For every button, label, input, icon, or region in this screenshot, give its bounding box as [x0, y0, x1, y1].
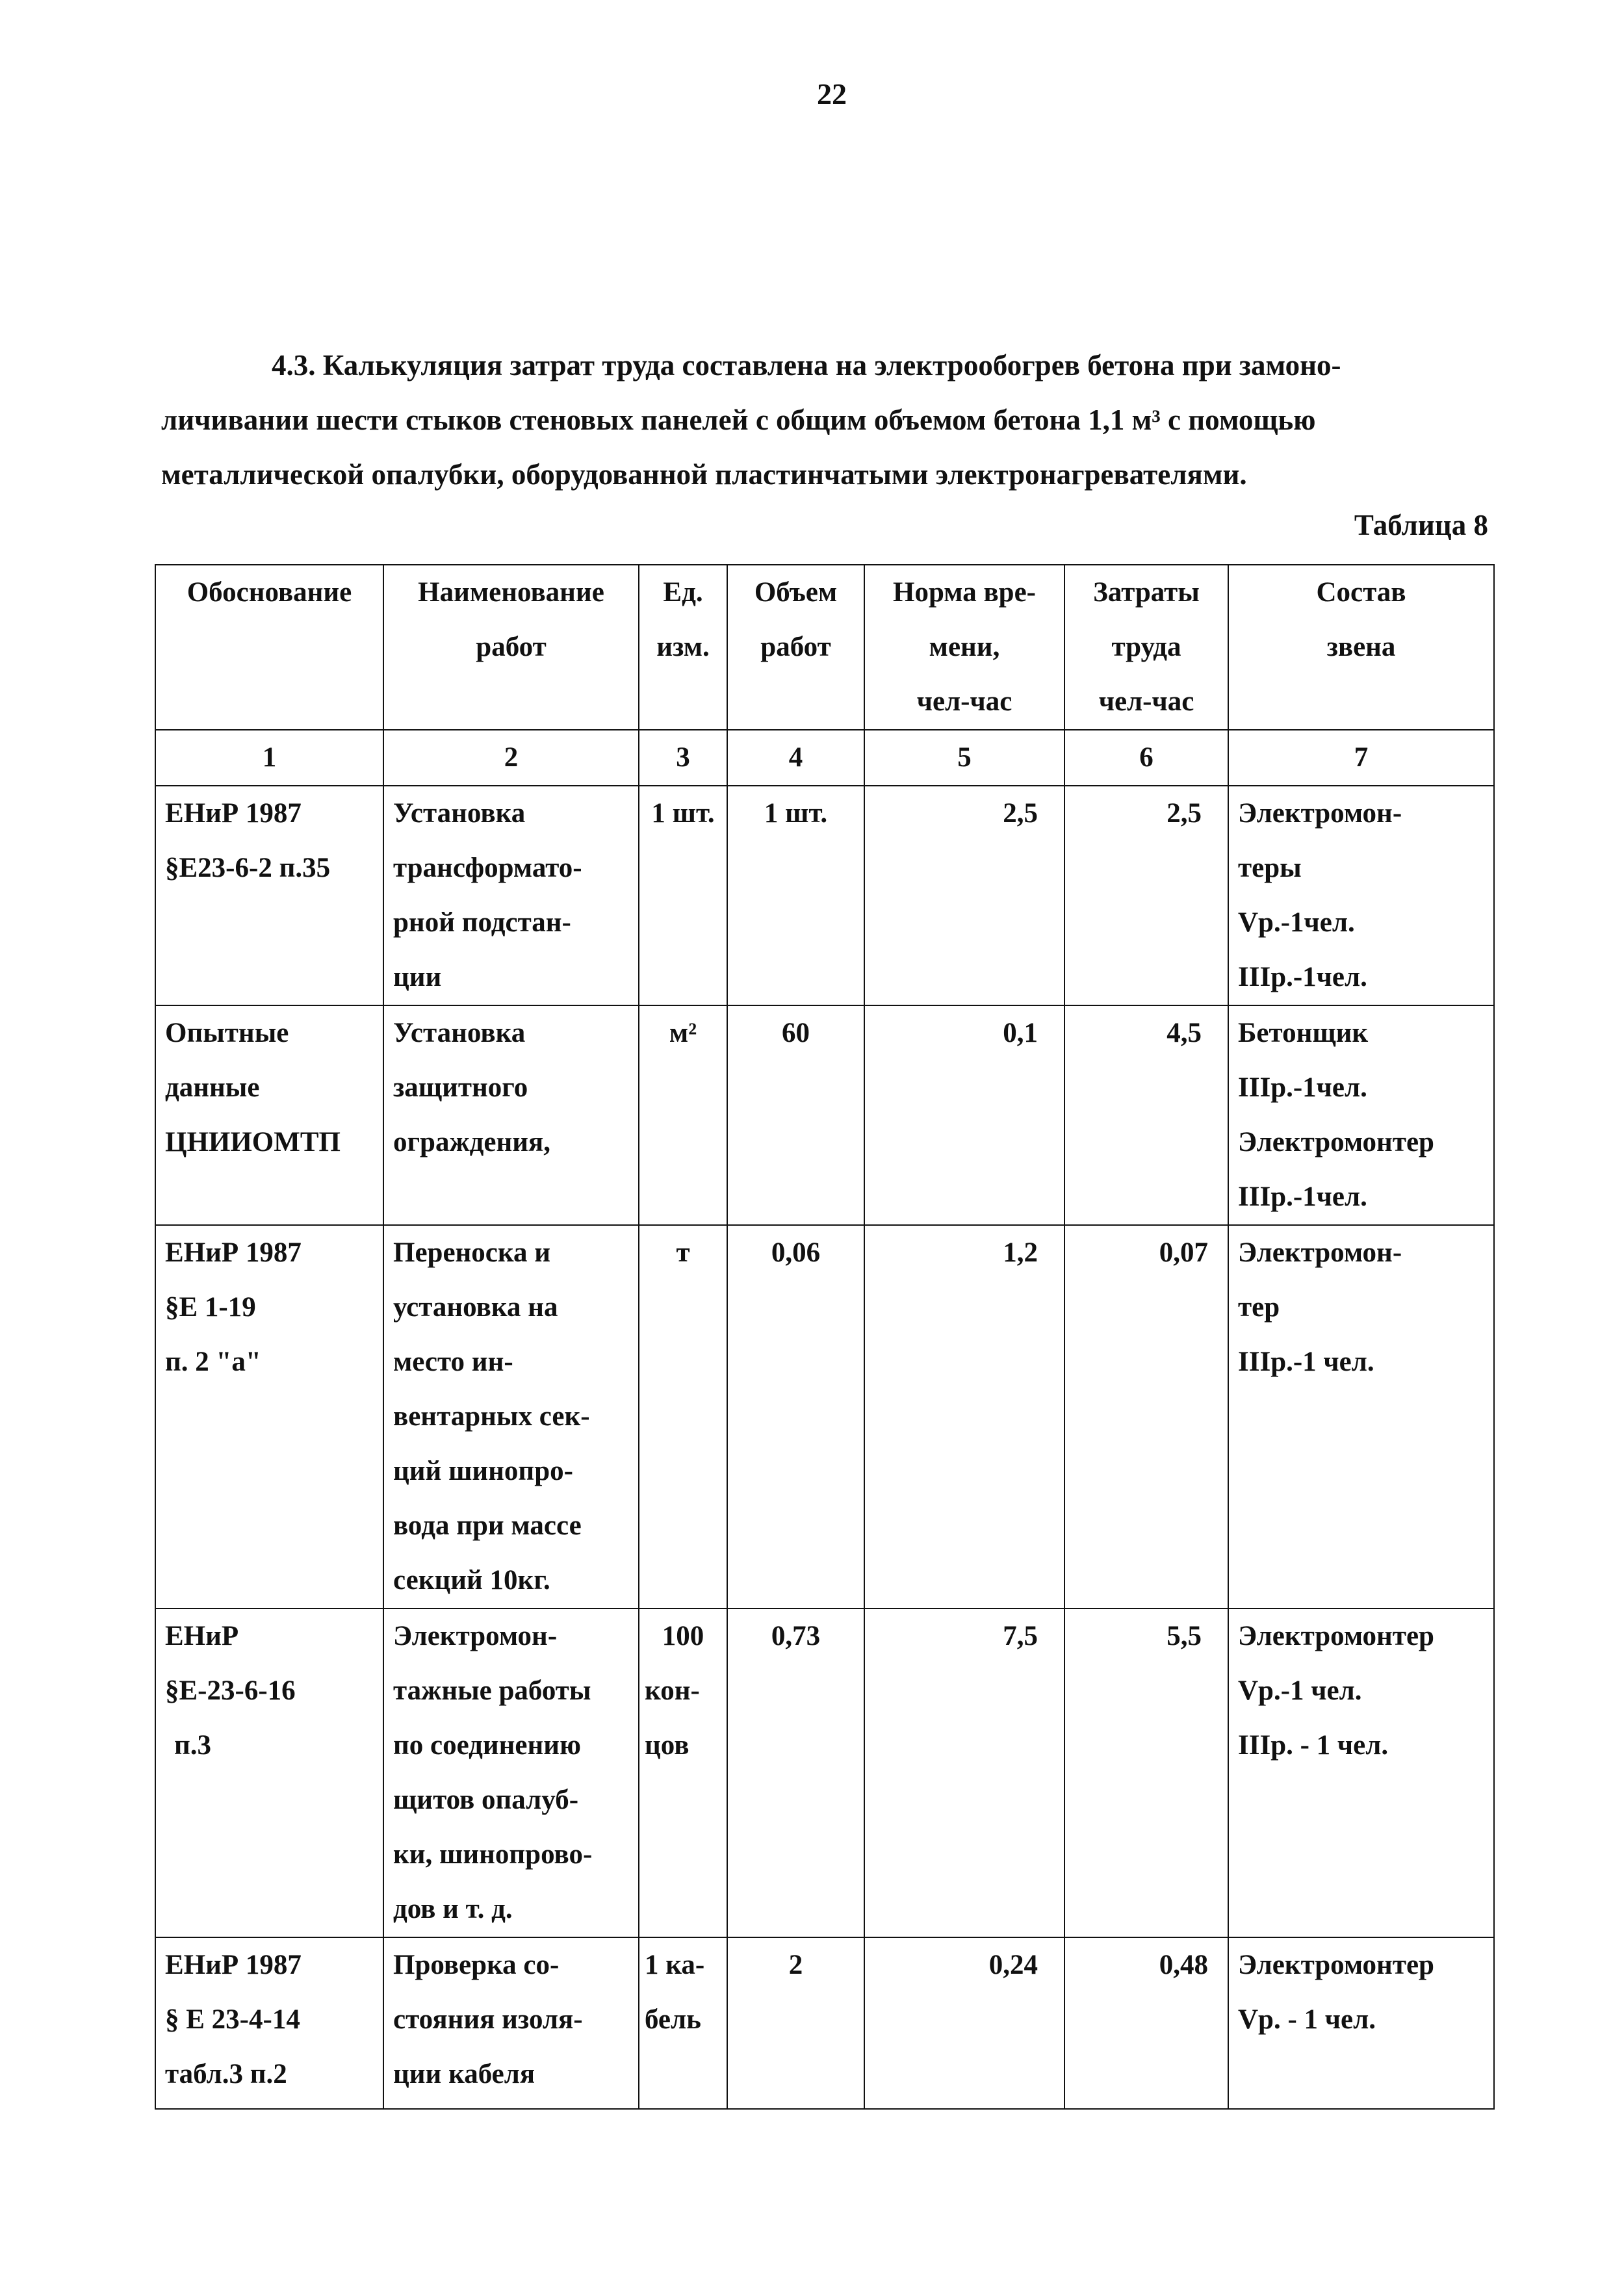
- cell-crew: Бетонщик IIIр.-1чел. Электромонтер IIIр.-1чел.: [1228, 1005, 1494, 1225]
- table-row: [155, 1225, 1494, 1609]
- cell-volume: 0,73: [727, 1609, 864, 1937]
- header-row: [155, 565, 1494, 730]
- header-work-name: Наименование работ: [383, 565, 639, 730]
- cell-crew: Электромон- теры Vр.-1чел. IIIр.-1чел.: [1228, 786, 1494, 1005]
- cell-basis: ЕНиР 1987 §Е 1-19 п. 2 "а": [155, 1225, 383, 1609]
- table-row: [155, 1005, 1494, 1225]
- header-unit: Ед. изм.: [639, 565, 727, 730]
- cell-unit: м²: [639, 1005, 727, 1225]
- cell-crew: Электромонтер Vр. - 1 чел.: [1228, 1937, 1494, 2109]
- cell-time-norm: 0,24: [864, 1937, 1064, 2109]
- cell-time-norm: 7,5: [864, 1609, 1064, 1937]
- cell-volume: 2: [727, 1937, 864, 2109]
- cell-volume: 1 шт.: [727, 786, 864, 1005]
- column-number-row: [155, 730, 1494, 786]
- cell-time-norm: 1,2: [864, 1225, 1064, 1609]
- cell-labor-cost: 5,5: [1064, 1609, 1228, 1937]
- cell-crew: Электромонтер Vр.-1 чел. IIIр. - 1 чел.: [1228, 1609, 1494, 1937]
- intro-line: металлической опалубки, оборудованной пластинчатыми электронагревателями.: [161, 458, 1247, 491]
- cell-unit: 1 шт.: [639, 786, 727, 1005]
- column-number: 3: [639, 730, 727, 786]
- cell-work-name: Проверка со- стояния изоля- ции кабеля: [383, 1937, 639, 2109]
- table-row: [155, 1609, 1494, 1937]
- cell-time-norm: 2,5: [864, 786, 1064, 1005]
- table-row: [155, 1937, 1494, 2109]
- column-number: 6: [1064, 730, 1228, 786]
- cell-basis: ЕНиР §Е-23-6-16 п.3: [155, 1609, 383, 1937]
- cell-volume: 60: [727, 1005, 864, 1225]
- header-basis: Обоснование: [155, 565, 383, 730]
- column-number: 1: [155, 730, 383, 786]
- column-number: 5: [864, 730, 1064, 786]
- cell-crew: Электромон- тер IIIр.-1 чел.: [1228, 1225, 1494, 1609]
- table-caption: Таблица 8: [1354, 509, 1488, 541]
- column-number: 7: [1228, 730, 1494, 786]
- cell-work-name: Установка защитного ограждения,: [383, 1005, 639, 1225]
- cell-basis: ЕНиР 1987 §Е23-6-2 п.35: [155, 786, 383, 1005]
- cell-work-name: Электромон- тажные работы по соединению щитов опалуб- ки, шинопрово- дов и т. д.: [383, 1609, 639, 1937]
- intro-paragraph: [161, 338, 1489, 502]
- column-number: 4: [727, 730, 864, 786]
- column-number: 2: [383, 730, 639, 786]
- cell-work-name: Переноска и установка на место ин- вентарных сек- ций шинопро- вода при массе секций 10кг.: [383, 1225, 639, 1609]
- cell-work-name: Установка трансформато- рной подстан- ции: [383, 786, 639, 1005]
- header-volume: Объем работ: [727, 565, 864, 730]
- cell-labor-cost: 0,07: [1064, 1225, 1228, 1609]
- labor-cost-table: [155, 564, 1495, 2110]
- header-time-norm: Норма вре- мени, чел-час: [864, 565, 1064, 730]
- header-crew: Состав звена: [1228, 565, 1494, 730]
- header-labor-cost: Затраты труда чел-час: [1064, 565, 1228, 730]
- cell-basis: ЕНиР 1987 § Е 23-4-14 табл.3 п.2: [155, 1937, 383, 2109]
- intro-line: личивании шести стыков стеновых панелей с общим объемом бетона 1,1 м³ с помощью: [161, 404, 1316, 436]
- cell-time-norm: 0,1: [864, 1005, 1064, 1225]
- table-row: [155, 786, 1494, 1005]
- page-number: 22: [817, 77, 847, 110]
- cell-unit: 1 ка- бель: [639, 1937, 727, 2109]
- cell-labor-cost: 4,5: [1064, 1005, 1228, 1225]
- cell-labor-cost: 2,5: [1064, 786, 1228, 1005]
- cell-unit: 100 кон- цов: [639, 1609, 727, 1937]
- cell-unit: т: [639, 1225, 727, 1609]
- cell-labor-cost: 0,48: [1064, 1937, 1228, 2109]
- intro-line: 4.3. Калькуляция затрат труда составлена на электрообогрев бетона при замоно-: [272, 349, 1341, 381]
- cell-volume: 0,06: [727, 1225, 864, 1609]
- cell-basis: Опытные данные ЦНИИОМТП: [155, 1005, 383, 1225]
